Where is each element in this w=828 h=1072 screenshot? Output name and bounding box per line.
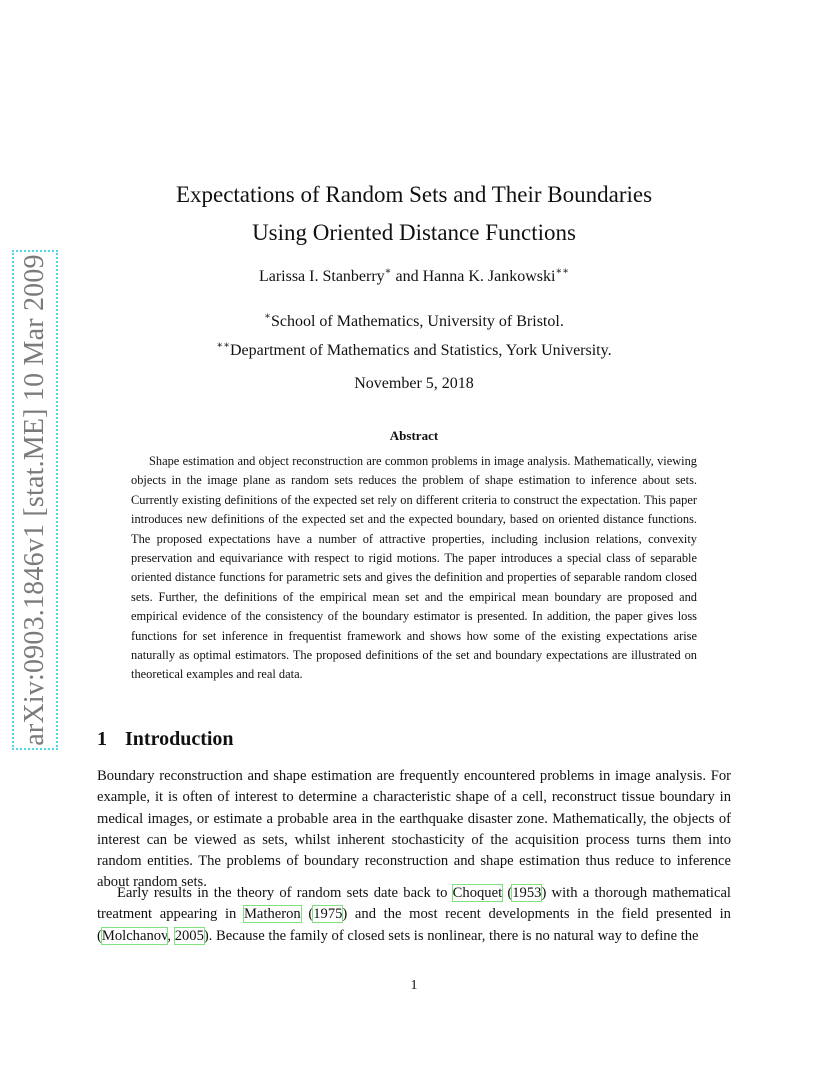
paragraph-text: ( <box>300 906 314 923</box>
author-conjunction: and <box>391 268 423 285</box>
citation-year-link[interactable]: 1975 <box>313 906 343 923</box>
abstract-body: Shape estimation and object reconstruction are common problems in image analysis. Mathematically, viewing objects in the image plane as random sets reduces the problem of shape estimation to inference about sets. Currently existing definitions of the expected set rely on different criteria to construct the expectation. This paper introduces new definitions of the expected set and the expected boundary, based on oriented distance functions. The proposed expectations have a number of attractive properties, including inclusion relations, convexity preservation and equivariance with respect to rigid motions. The paper introduces a special class of separable oriented distance functions for parametric sets and gives the definition and properties of separable random closed sets. Further, the definitions of the empirical mean set and the empirical mean boundary are proposed and empirical evidence of the consistency of the boundary estimator is presented. In addition, the paper gives loss functions for set inference in frequentist framework and shows how some of the existing expectations arise naturally as optimal estimators. The proposed definitions of the set and boundary expectations are illustrated on theoretical examples and real data. <box>131 454 697 682</box>
section-title: Introduction <box>125 728 234 750</box>
citation-year-link[interactable]: 1953 <box>512 885 542 901</box>
intro-paragraph <box>97 883 731 947</box>
section-number: 1 <box>97 728 107 750</box>
paragraph-text: , <box>167 927 175 944</box>
paragraph-text: Early results in the theory of random sets date back to <box>117 885 453 901</box>
author-mark: ∗ <box>384 266 392 277</box>
paper-title <box>0 176 828 252</box>
title-line-2: Using Oriented Distance Functions <box>252 220 576 245</box>
paragraph-text: ) with a thorough mathematical treatment appearing in <box>97 885 731 923</box>
affiliation-text: School of Mathematics, University of Bristol. <box>270 313 564 330</box>
citation-link-choquet[interactable]: Choquet <box>452 885 503 901</box>
author-mark: ∗∗ <box>555 266 570 277</box>
author-name: Hanna K. Jankowski <box>422 268 556 285</box>
page-number: 1 <box>410 978 418 993</box>
paragraph-text: ). Because the family of closed sets is nonlinear, there is no natural way to define the <box>203 927 699 944</box>
affiliation-mark: ∗ <box>264 311 271 322</box>
abstract-heading: Abstract <box>389 428 439 443</box>
paragraph-text: ( <box>502 885 513 901</box>
affiliation-text: Department of Mathematics and Statistics, York University. <box>230 342 612 359</box>
affiliation <box>0 313 828 331</box>
title-line-1: Expectations of Random Sets and Their Boundaries <box>175 182 653 207</box>
section-heading <box>97 728 234 751</box>
intro-paragraph: Boundary reconstruction and shape estimation are frequently encountered problems in image analysis. For example, it is often of interest to determine a characteristic shape of a cell, reconstruct tissue boundary in medical images, or estimate a probable area in the earthquake disaster zone. Mathematically, the objects of interest can be viewed as sets, whilst inherent stochasticity of the acquisition process turns them into random entities. The problems of boundary reconstruction and shape estimation thus reduce to inference about random sets. <box>97 768 731 891</box>
paper-date: November 5, 2018 <box>354 375 474 392</box>
citation-link-molchanov[interactable]: Molchanov <box>101 927 168 944</box>
author-list <box>0 268 828 286</box>
arxiv-identifier: arXiv:0903.1846v1 [stat.ME] 10 Mar 2009 <box>19 254 51 746</box>
affiliation <box>0 342 828 360</box>
citation-year-link[interactable]: 2005 <box>174 927 204 944</box>
paragraph-text: ) and the most recent developments in the field presented in ( <box>97 906 731 944</box>
affiliation-mark: ∗∗ <box>216 340 230 351</box>
citation-link-matheron[interactable]: Matheron <box>243 906 301 923</box>
author-name: Larissa I. Stanberry <box>258 268 385 285</box>
